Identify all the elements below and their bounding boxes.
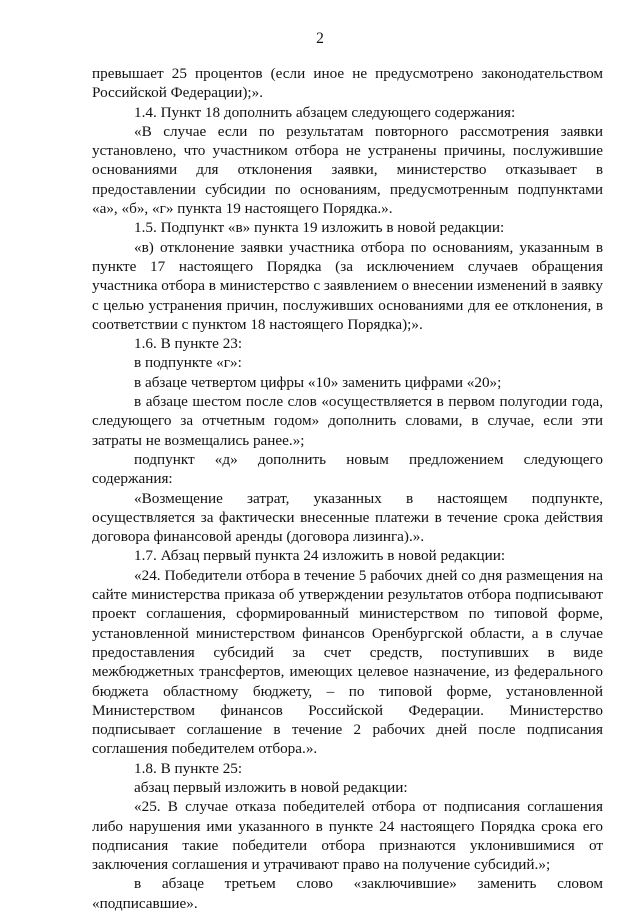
paragraph-subitem-d: подпункт «д» дополнить новым предложением следующего содержания: bbox=[92, 450, 603, 488]
paragraph-item-1-7: 1.7. Абзац первый пункта 24 изложить в новой редакции: bbox=[134, 547, 506, 565]
paragraph-abzac-6: в абзаце шестом после слов «осуществляется в первом полугодии года, следующего за отчетным годом» дополнить словами, в случае, если эти затраты не возмещались ранее.»; bbox=[92, 393, 603, 449]
paragraph-quote-1-5: «в) отклонение заявки участника отбора по основаниям, указанным в пункте 17 настоящего Порядка (за исключением случаев обращения участника отбора в министерство с заявлением о внесении изменений в заявку с целью устранения причин, послуживших основаниями для ее отклонения, в соответствии с пунктом 18 настоящего Порядка);». bbox=[92, 238, 603, 333]
paragraph-quote-1-7: «24. Победители отбора в течение 5 рабочих дней со дня размещения на сайте министерства приказа об утверждении результатов отбора подписывают проект соглашения, сформированный министерством по типовой форме, установленной министерством финансов Оренбургской области, а в случае предоставления субсидий за счет средств, поступивших в виде межбюджетных трансфертов, имеющих целевое назначение, из федерального бюджета областному бюджету, – по типовой форме, установленной Министерством финансов Российской Федерации. Министерство подписывает соглашение в течение 2 рабочих дней после подписания соглашения победителем отбора.». bbox=[92, 566, 603, 758]
paragraph-subitem-g: в подпункте «г»: bbox=[134, 354, 242, 372]
paragraph-item-1-8: 1.8. В пункте 25: bbox=[134, 759, 243, 777]
paragraph-quote-1-8: «25. В случае отказа победителей отбора от подписания соглашения либо нарушения ими указанного в пункте 24 настоящего Порядка срока его подписания такие победители отбора признаются уклонившимися от заключения соглашения и утрачивают право на получение субсидий.»; bbox=[92, 798, 603, 874]
paragraph-abzac-1: абзац первый изложить в новой редакции: bbox=[134, 778, 408, 796]
page-number: 2 bbox=[316, 30, 324, 47]
paragraph-abzac-3: в абзаце третьем слово «заключившие» заменить словом «подписавшие». bbox=[92, 875, 603, 912]
paragraph-continuation: превышает 25 процентов (если иное не предусмотрено законодательством Российской Федерации);». bbox=[92, 65, 603, 102]
document-body bbox=[92, 64, 603, 913]
paragraph-item-1-6: 1.6. В пункте 23: bbox=[134, 335, 243, 353]
paragraph-quote-1-4: «В случае если по результатам повторного рассмотрения заявки установлено, что участником отбора не устранены причины, послужившие основаниями для отклонения заявки, министерство отказывает в предоставлении субсидии по основаниям, предусмотренным подпунктами «а», «б», «г» пункта 19 настоящего Порядка.». bbox=[92, 122, 603, 218]
paragraph-abzac-4: в абзаце четвертом цифры «10» заменить цифрами «20»; bbox=[134, 373, 502, 391]
paragraph-item-1-4: 1.4. Пункт 18 дополнить абзацем следующего содержания: bbox=[134, 103, 516, 121]
paragraph-quote-1-6: «Возмещение затрат, указанных в настоящем подпункте, осуществляется за фактически внесенные платежи в течение срока действия договора финансовой аренды (договора лизинга).». bbox=[92, 489, 603, 546]
paragraph-item-1-5: 1.5. Подпункт «в» пункта 19 изложить в новой редакции: bbox=[134, 219, 505, 237]
